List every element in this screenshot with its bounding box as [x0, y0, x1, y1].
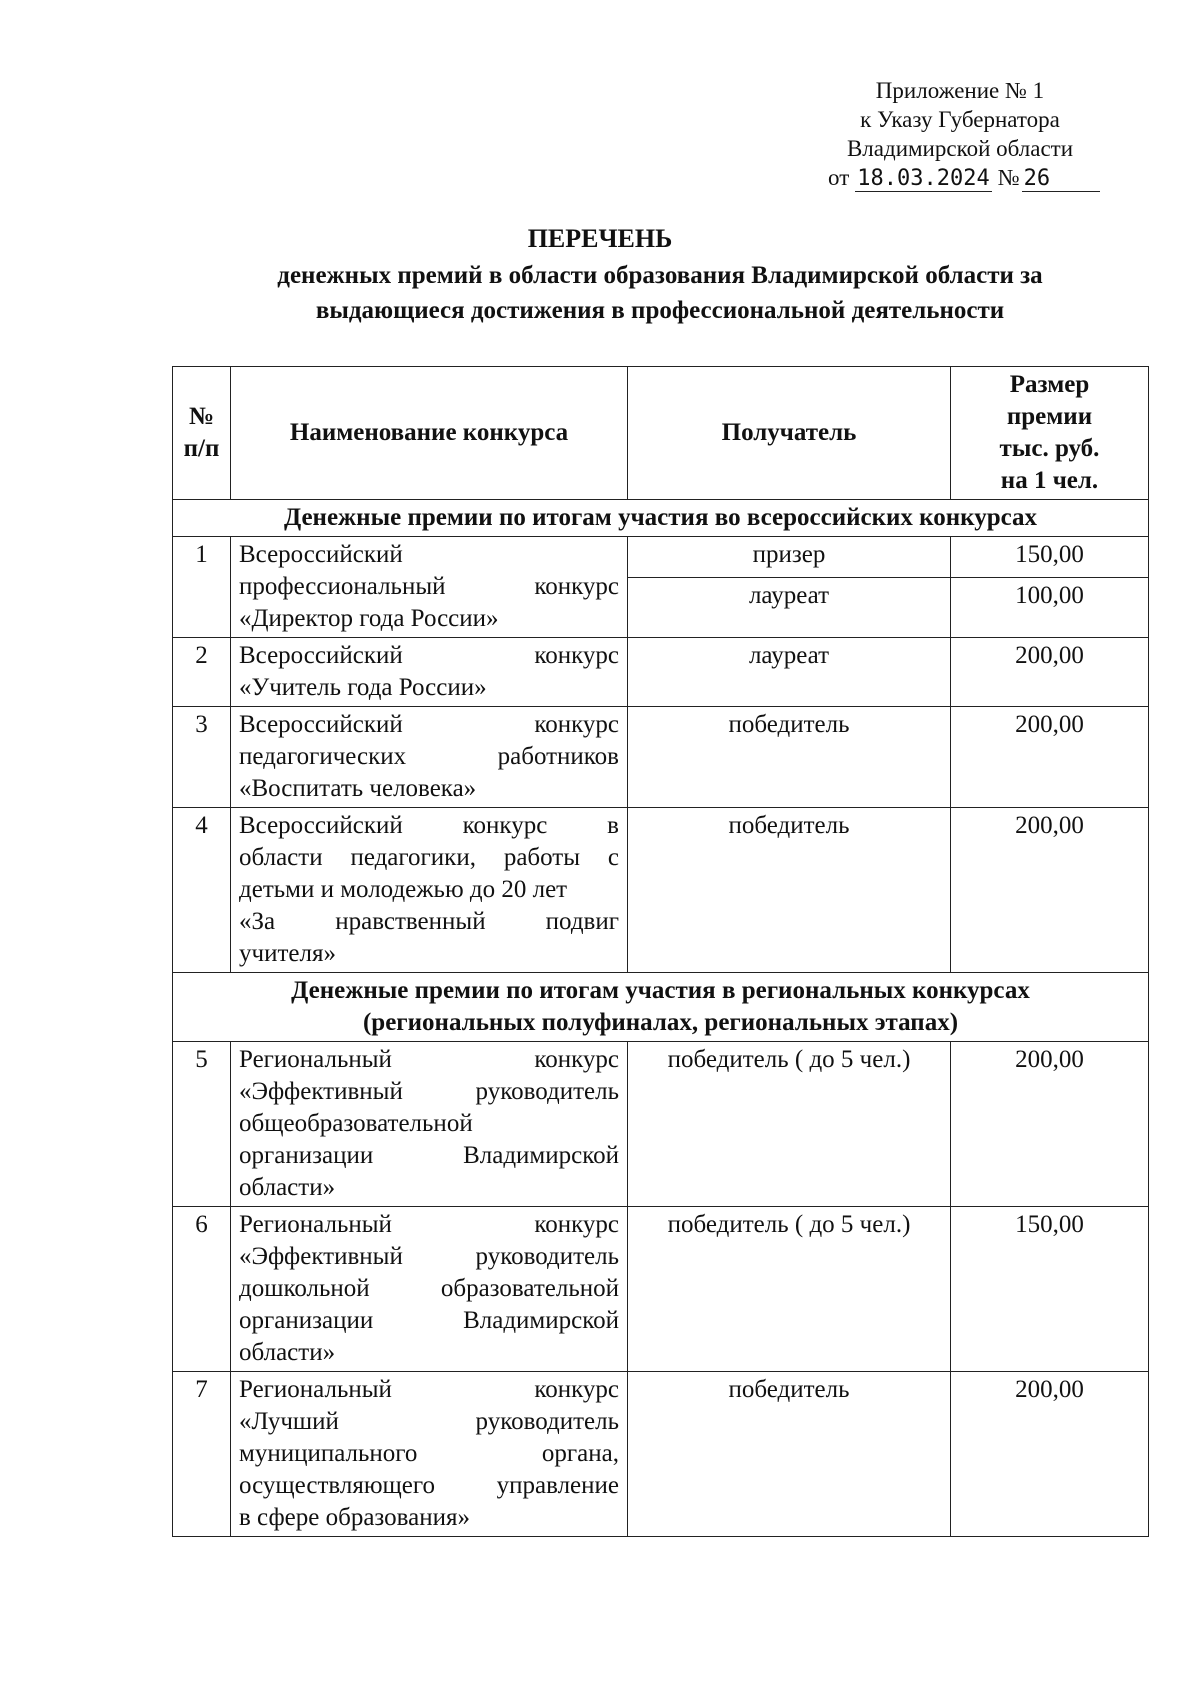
contest-name-line: Региональный конкурс: [239, 1046, 619, 1073]
contest-name-line: «Эффективный руководитель: [239, 1078, 619, 1105]
contest-name-line: «За нравственный подвиг: [239, 908, 619, 935]
row-number: 4: [173, 808, 231, 973]
contest-name-line: «Воспитать человека»: [239, 775, 477, 802]
table-row: [173, 537, 1149, 638]
section-title-federal: Денежные премии по итогам участия во всероссийских конкурсах: [173, 500, 1149, 537]
awards-table: [172, 366, 1149, 1537]
document-subtitle: [110, 258, 1200, 328]
amount-laureate: 100,00: [1015, 582, 1084, 609]
contest-name-line: Всероссийский конкурс: [239, 711, 619, 738]
recipient: победитель: [628, 808, 951, 973]
table-row: [173, 638, 1149, 707]
annex-line-2: к Указу Губернатора: [860, 107, 1060, 132]
header-amount-line-2: премии: [1006, 403, 1093, 430]
section-row-federal: [173, 500, 1149, 537]
row-number: 2: [173, 638, 231, 707]
annex-header: [800, 76, 1120, 192]
amount: 200,00: [951, 1372, 1149, 1537]
contest-name: [231, 808, 628, 973]
contest-name-line: «Директор года России»: [239, 605, 499, 632]
amount: 200,00: [951, 1042, 1149, 1207]
row-number: 5: [173, 1042, 231, 1207]
recipient: победитель ( до 5 чел.): [628, 1207, 951, 1372]
contest-name-line: общеобразовательной: [239, 1110, 473, 1137]
recipient-prizer: призер: [628, 537, 950, 578]
recipient: победитель: [628, 1372, 951, 1537]
row-number: 7: [173, 1372, 231, 1537]
table-row: [173, 1042, 1149, 1207]
contest-name-line: учителя»: [239, 940, 336, 967]
amount: 200,00: [951, 707, 1149, 808]
contest-name-line: организации Владимирской: [239, 1307, 619, 1334]
contest-name-line: педагогических работников: [239, 743, 619, 770]
contest-name-line: «Учитель года России»: [239, 674, 487, 701]
contest-name-line: «Эффективный руководитель: [239, 1243, 619, 1270]
recipient: лауреат: [628, 638, 951, 707]
contest-name-line: в сфере образования»: [239, 1504, 470, 1531]
contest-name-line: детьми и молодежью до 20 лет: [239, 876, 568, 903]
contest-name: [231, 707, 628, 808]
contest-name: [231, 1207, 628, 1372]
row-number: 6: [173, 1207, 231, 1372]
contest-name-line: области»: [239, 1339, 336, 1366]
annex-line-3: Владимирской области: [846, 136, 1074, 161]
section-title-regional: [173, 973, 1149, 1042]
header-number: [173, 367, 231, 500]
row-number: 3: [173, 707, 231, 808]
contest-name-line: дошкольной образовательной: [239, 1275, 619, 1302]
header-number-sign: №: [188, 403, 215, 430]
contest-name: [231, 1042, 628, 1207]
amount: 200,00: [951, 638, 1149, 707]
annex-line-1: Приложение № 1: [875, 78, 1045, 103]
header-amount-line-4: на 1 чел.: [1000, 467, 1099, 494]
contest-name-line: Всероссийский конкурс в: [239, 812, 619, 839]
contest-name: [231, 537, 628, 638]
subtitle-line-1: денежных премий в области образования Владимирской области за: [277, 262, 1043, 289]
table-row: [173, 1372, 1149, 1537]
annex-date-line: [828, 163, 1120, 192]
contest-name-line: профессиональный конкурс: [239, 573, 619, 600]
subtitle-line-2: выдающиеся достижения в профессиональной деятельности: [315, 297, 1005, 324]
decree-date: 18.03.2024: [857, 166, 990, 191]
contest-name-line: осуществляющего управление: [239, 1472, 619, 1499]
section-title-regional-line-1: Денежные премии по итогам участия в региональных конкурсах: [291, 977, 1030, 1004]
header-number-pp: п/п: [183, 435, 220, 462]
contest-name-line: организации Владимирской: [239, 1142, 619, 1169]
contest-name-line: области»: [239, 1174, 336, 1201]
date-prefix: от: [828, 165, 850, 190]
table-row: [173, 808, 1149, 973]
header-contest: Наименование конкурса: [231, 367, 628, 500]
recipient-laureate: лауреат: [748, 582, 830, 609]
header-recipient: Получатель: [628, 367, 951, 500]
contest-name-line: «Лучший руководитель: [239, 1408, 619, 1435]
amount: 200,00: [951, 808, 1149, 973]
table-row: [173, 707, 1149, 808]
contest-name: [231, 638, 628, 707]
recipient: победитель ( до 5 чел.): [628, 1042, 951, 1207]
header-amount-line-3: тыс. руб.: [999, 435, 1100, 462]
contest-name-line: Региональный конкурс: [239, 1376, 619, 1403]
header-amount-line-1: Размер: [1009, 371, 1090, 398]
contest-name-line: области педагогики, работы с: [239, 844, 619, 871]
document-title: ПЕРЕЧЕНЬ: [527, 224, 673, 253]
contest-name-line: Всероссийский конкурс: [239, 642, 619, 669]
header-amount: [951, 367, 1149, 500]
section-title-regional-line-2: (региональных полуфиналах, региональных этапах): [362, 1009, 959, 1036]
section-row-regional: [173, 973, 1149, 1042]
contest-name-line: муниципального органа,: [239, 1440, 619, 1467]
table-header-row: [173, 367, 1149, 500]
row-number: 1: [173, 537, 231, 638]
amount: 150,00: [951, 1207, 1149, 1372]
contest-name-line: Региональный конкурс: [239, 1211, 619, 1238]
amount-prizer: 150,00: [951, 537, 1148, 578]
decree-number: 26: [1022, 167, 1100, 192]
table-row: [173, 1207, 1149, 1372]
recipient: победитель: [628, 707, 951, 808]
contest-name-line: Всероссийский: [239, 541, 403, 568]
amount-cell: [951, 537, 1149, 638]
recipient-cell: [628, 537, 951, 638]
contest-name: [231, 1372, 628, 1537]
number-sign: №: [997, 165, 1020, 190]
